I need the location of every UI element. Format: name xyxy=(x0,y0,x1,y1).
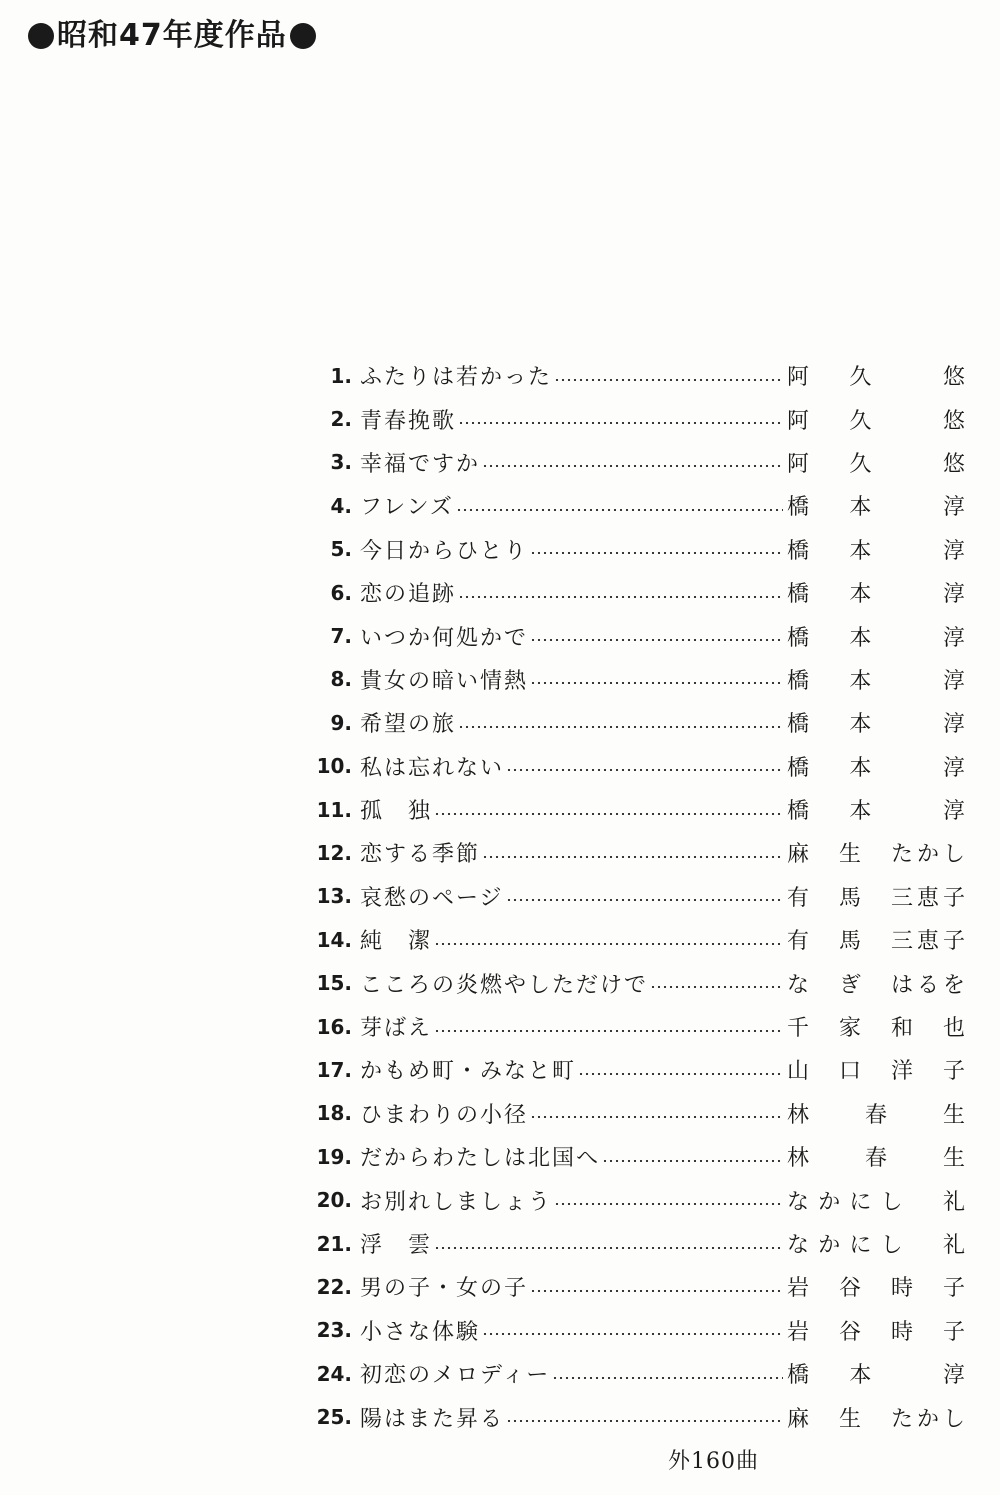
song-author: 麻 生 たかし xyxy=(787,1406,965,1432)
song-author: 橋 本 淳 xyxy=(787,799,965,825)
song-author: 橋 本 淳 xyxy=(787,625,965,651)
dot-leader xyxy=(434,1247,783,1249)
song-number: 21. xyxy=(316,1231,352,1256)
dot-leader xyxy=(506,769,783,771)
song-row xyxy=(300,1178,965,1221)
dot-leader xyxy=(434,1030,783,1032)
page-header xyxy=(28,14,316,58)
song-number: 8. xyxy=(330,667,352,692)
dot-leader xyxy=(530,552,783,554)
song-row xyxy=(300,1309,965,1352)
song-row xyxy=(300,528,965,571)
song-row xyxy=(300,1222,965,1265)
song-title: かもめ町・みなと町 xyxy=(360,1059,577,1085)
dot-leader xyxy=(530,1290,783,1292)
song-row xyxy=(300,614,965,657)
song-author: な ぎ はるを xyxy=(787,972,965,998)
song-row xyxy=(300,1265,965,1308)
song-row xyxy=(300,1352,965,1395)
dot-leader xyxy=(506,899,783,901)
song-number: 2. xyxy=(330,407,352,432)
song-row xyxy=(300,1048,965,1091)
song-title: 小さな体験 xyxy=(360,1319,481,1345)
dot-leader xyxy=(458,726,783,728)
song-title: 男の子・女の子 xyxy=(360,1276,529,1302)
song-title: 純 潔 xyxy=(360,929,433,955)
song-row xyxy=(300,1135,965,1178)
song-author: 橋 本 淳 xyxy=(787,538,965,564)
song-number: 3. xyxy=(330,450,352,475)
song-number: 7. xyxy=(330,624,352,649)
song-number: 23. xyxy=(316,1318,352,1343)
song-number: 4. xyxy=(330,493,352,518)
song-row xyxy=(300,571,965,614)
song-author: なかにし 礼 xyxy=(787,1233,965,1258)
song-number: 16. xyxy=(316,1014,352,1039)
song-author: 橋 本 淳 xyxy=(787,582,965,608)
song-author: 橋 本 淳 xyxy=(787,755,965,781)
song-title: 哀愁のページ xyxy=(360,885,504,911)
song-title: ふたりは若かった xyxy=(360,365,553,391)
song-title: 浮 雲 xyxy=(360,1233,433,1258)
song-number: 10. xyxy=(316,754,352,779)
song-author: 岩 谷 時 子 xyxy=(787,1319,965,1345)
dot-leader xyxy=(506,1420,783,1422)
song-number: 17. xyxy=(316,1057,352,1082)
song-author: 千 家 和 也 xyxy=(787,1016,965,1042)
dot-leader xyxy=(578,1073,783,1075)
song-row xyxy=(300,831,965,874)
song-author: 阿 久 悠 xyxy=(787,365,965,391)
dot-leader xyxy=(552,1377,783,1379)
song-number: 25. xyxy=(316,1405,352,1430)
song-number: 22. xyxy=(316,1274,352,1299)
dot-leader xyxy=(602,1160,783,1162)
song-number: 13. xyxy=(316,884,352,909)
song-row xyxy=(300,441,965,484)
footer-note: 外160曲 xyxy=(668,1449,759,1474)
song-number: 14. xyxy=(316,927,352,952)
song-title: だからわたしは北国へ xyxy=(360,1146,601,1172)
song-author: 山 口 洋 子 xyxy=(787,1059,965,1085)
song-number: 18. xyxy=(316,1101,352,1126)
song-row xyxy=(300,658,965,701)
dot-leader xyxy=(456,509,783,511)
song-title: 私は忘れない xyxy=(360,755,505,781)
song-row xyxy=(300,745,965,788)
song-title: 孤 独 xyxy=(360,799,433,825)
dot-leader xyxy=(434,813,783,815)
song-row xyxy=(300,788,965,831)
dot-leader xyxy=(434,943,783,945)
song-author: 有 馬 三恵子 xyxy=(787,929,965,955)
bullet-left-icon xyxy=(28,23,54,49)
song-title: 貴女の暗い情熱 xyxy=(360,668,529,694)
song-row xyxy=(300,1005,965,1048)
song-title: 幸福ですか xyxy=(360,451,481,477)
song-row xyxy=(300,875,965,918)
song-row xyxy=(300,701,965,744)
song-number: 20. xyxy=(316,1188,352,1213)
song-number: 19. xyxy=(316,1144,352,1169)
song-author: 阿 久 悠 xyxy=(787,451,965,477)
song-title: いつか何処かで xyxy=(360,625,529,651)
dot-leader xyxy=(482,465,783,467)
song-title: こころの炎燃やしただけで xyxy=(360,972,649,998)
dot-leader xyxy=(530,1116,783,1118)
song-row xyxy=(300,1092,965,1135)
song-number: 6. xyxy=(330,580,352,605)
song-title: 初恋のメロディー xyxy=(360,1363,551,1389)
song-title: フレンズ xyxy=(360,495,454,521)
song-number: 11. xyxy=(316,797,352,822)
song-author: なかにし 礼 xyxy=(787,1189,965,1215)
dot-leader xyxy=(554,379,783,381)
dot-leader xyxy=(650,986,783,988)
song-author: 麻 生 たかし xyxy=(787,842,965,868)
song-title: 芽ばえ xyxy=(360,1016,433,1042)
dot-leader xyxy=(482,1333,783,1335)
song-number: 24. xyxy=(316,1361,352,1386)
song-author: 有 馬 三恵子 xyxy=(787,885,965,911)
song-title: お別れしましょう xyxy=(360,1189,553,1215)
song-title: 希望の旅 xyxy=(360,712,457,738)
song-list xyxy=(300,354,965,1439)
song-row xyxy=(300,961,965,1004)
song-row xyxy=(300,354,965,397)
song-author: 橋 本 淳 xyxy=(787,495,965,521)
dot-leader xyxy=(530,639,783,641)
song-row xyxy=(300,397,965,440)
dot-leader xyxy=(458,596,783,598)
song-number: 9. xyxy=(330,710,352,735)
song-row xyxy=(300,1395,965,1438)
song-title: 陽はまた昇る xyxy=(360,1406,505,1432)
song-title: 恋の追跡 xyxy=(360,582,457,608)
dot-leader xyxy=(554,1203,783,1205)
song-author: 林 春 生 xyxy=(787,1146,965,1172)
song-title: 青春挽歌 xyxy=(360,408,457,434)
song-number: 12. xyxy=(316,840,352,865)
song-author: 林 春 生 xyxy=(787,1102,965,1128)
song-title: ひまわりの小径 xyxy=(360,1102,529,1128)
song-author: 橋 本 淳 xyxy=(787,1363,965,1389)
song-title: 恋する季節 xyxy=(360,842,481,868)
song-number: 1. xyxy=(330,363,352,388)
song-number: 15. xyxy=(316,971,352,996)
dot-leader xyxy=(530,682,783,684)
page-title: 昭和47年度作品 xyxy=(57,18,287,53)
bullet-right-icon xyxy=(290,23,316,49)
dot-leader xyxy=(482,856,783,858)
song-author: 岩 谷 時 子 xyxy=(787,1276,965,1302)
dot-leader xyxy=(458,422,783,424)
song-number: 5. xyxy=(330,537,352,562)
song-row xyxy=(300,484,965,527)
song-author: 橋 本 淳 xyxy=(787,712,965,738)
song-author: 阿 久 悠 xyxy=(787,408,965,434)
song-author: 橋 本 淳 xyxy=(787,668,965,694)
song-row xyxy=(300,918,965,961)
song-title: 今日からひとり xyxy=(360,538,529,564)
